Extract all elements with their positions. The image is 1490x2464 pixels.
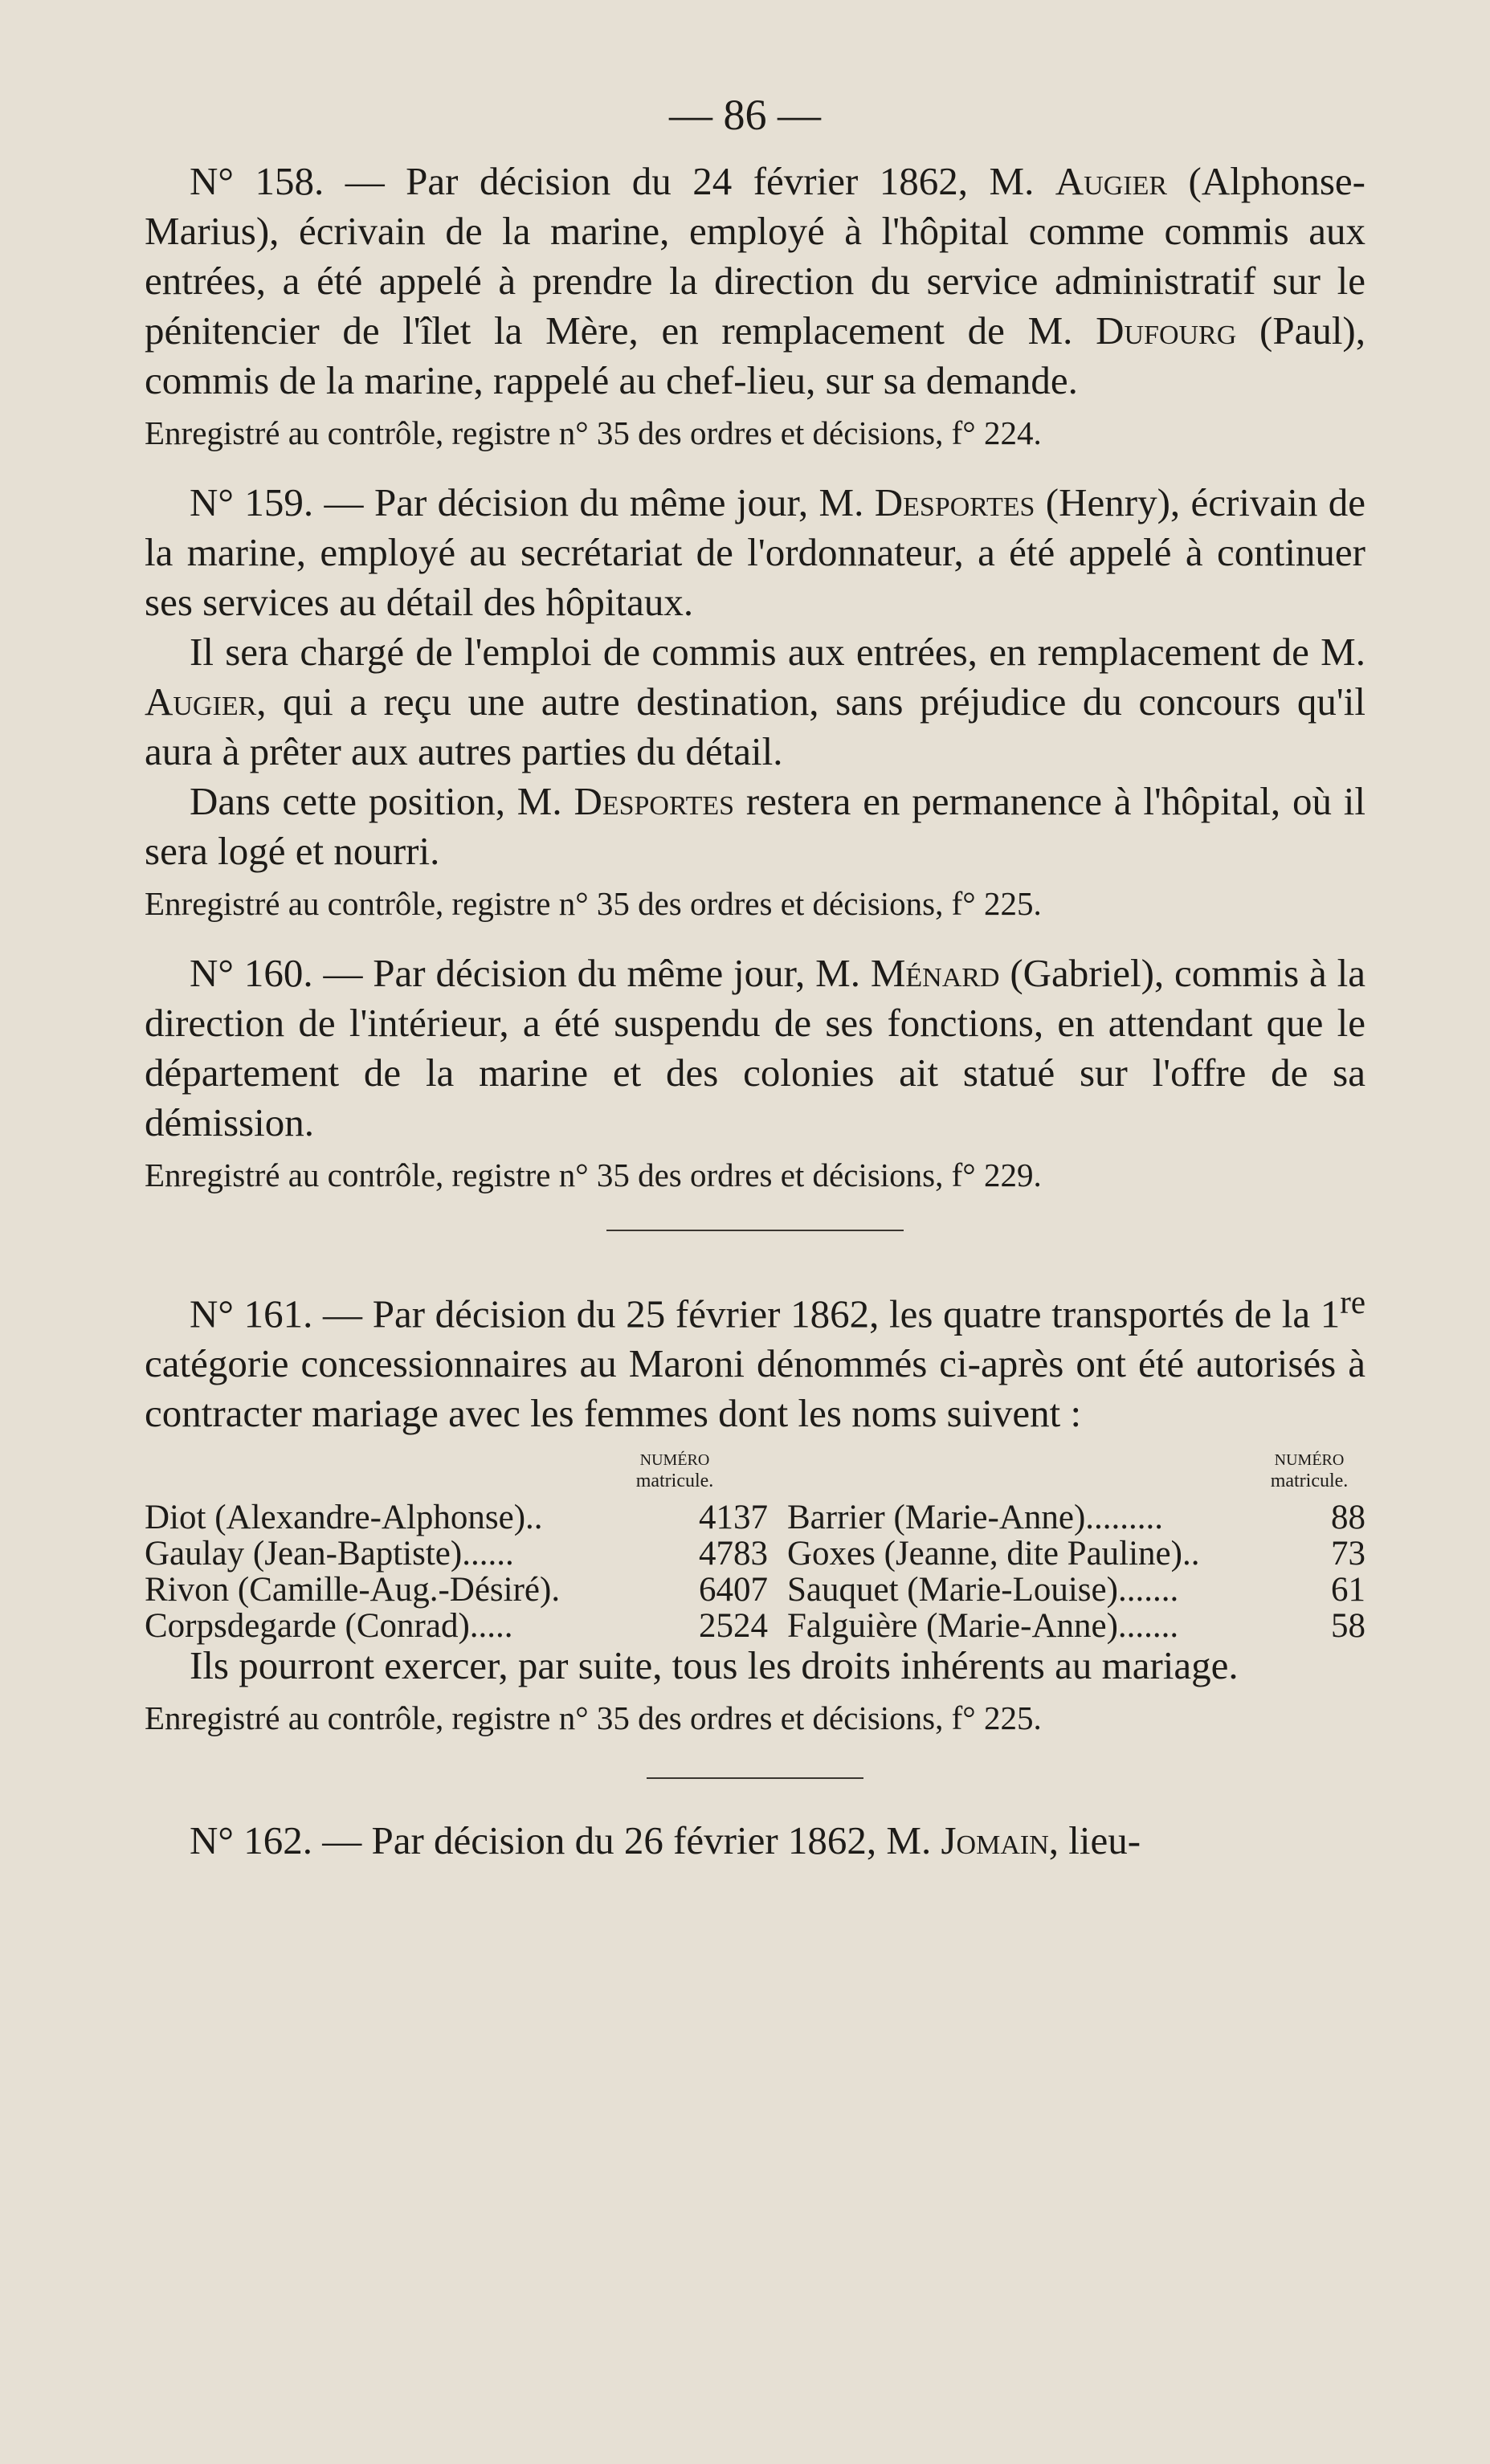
registration-note: Enregistré au contrôle, registre n° 35 des ordres et décisions, f° 225. [145, 885, 1042, 922]
man-number: 6407 [699, 1571, 768, 1609]
page-number: — 86 — [669, 91, 821, 139]
entry-159-paragraph-3: Dans cette position, M. Desportes restera en permanence à l'hôpital, où il sera logé et nourri. [145, 779, 1366, 873]
entry-number: N° 158. [190, 159, 325, 203]
table-row [145, 1606, 1365, 1648]
entry-158: N° 158. — Par décision du 24 février 1862, M. Augier (Alphonse-Marius), écrivain de la marine, employé à l'hôpital comme commis aux entrées, a été appelé à prendre la direction du service administratif sur le pénitencier de l'îlet la Mère, en remplacement de M. Dufourg (Paul), commis de la marine, rappelé au chef-lieu, sur sa demande. [145, 159, 1365, 402]
man-name: Rivon (Camille-Aug.-Désiré). [145, 1571, 561, 1609]
section-divider [647, 1777, 863, 1779]
person-name: Ménard [870, 951, 1000, 995]
woman-number: 73 [1331, 1535, 1365, 1573]
man-name: Diot (Alexandre-Alphonse).. [145, 1499, 543, 1537]
man-name: Gaulay (Jean-Baptiste)...... [145, 1535, 514, 1573]
entry-number: N° 162. [190, 1818, 312, 1863]
man-number: 4137 [699, 1499, 768, 1537]
entry-number: N° 161. [190, 1291, 313, 1336]
entry-159-paragraph-2: Il sera chargé de l'emploi de commis aux entrées, en remplacement de M. Augier, qui a reçu une autre destination, sans préjudice du concours qu'il aura à prêter aux autres parties du détail. [145, 630, 1365, 773]
entry-161-closing: Ils pourront exercer, par suite, tous les droits inhérents au mariage. [190, 1643, 1239, 1688]
entry-160: N° 160. — Par décision du même jour, M. Ménard (Gabriel), commis à la direction de l'intérieur, a été suspendu de ses fonctions, en attendant que le département de la marine et des colonies ait statué sur l'offre de sa démission. [145, 951, 1366, 1144]
person-name: Jomain [941, 1818, 1049, 1863]
woman-number: 58 [1331, 1607, 1365, 1646]
entry-162: N° 162. — Par décision du 26 février 1862, M. Jomain, lieu- [190, 1818, 1141, 1863]
entry-159: N° 159. — Par décision du même jour, M. Desportes (Henry), écrivain de la marine, employé au secrétariat de l'ordonnateur, a été appelé à continuer ses services au détail des hôpitaux. [145, 480, 1365, 624]
person-name: Augier [1055, 159, 1168, 203]
woman-number: 61 [1331, 1571, 1365, 1609]
registration-note: Enregistré au contrôle, registre n° 35 des ordres et décisions, f° 225. [145, 1699, 1042, 1737]
column-header-men: NUMÉRO matricule. [635, 1451, 714, 1492]
man-number: 2524 [699, 1607, 768, 1646]
man-number: 4783 [699, 1535, 768, 1573]
section-divider [606, 1230, 904, 1231]
entry-number: N° 159. [190, 480, 314, 524]
person-name: Augier [145, 679, 257, 724]
person-name: Desportes [574, 779, 735, 823]
person-name: Desportes [874, 480, 1035, 524]
page-content [145, 157, 1365, 1866]
woman-name: Falguière (Marie-Anne)....... [787, 1607, 1179, 1646]
registration-note: Enregistré au contrôle, registre n° 35 des ordres et décisions, f° 224. [145, 414, 1042, 451]
woman-name: Sauquet (Marie-Louise)....... [787, 1571, 1179, 1609]
woman-number: 88 [1331, 1499, 1365, 1537]
entry-number: N° 160. [190, 951, 313, 995]
marriage-table [145, 1450, 1365, 1646]
woman-name: Goxes (Jeanne, dite Pauline).. [787, 1535, 1200, 1573]
man-name: Corpsdegarde (Conrad)..... [145, 1607, 513, 1646]
person-name: Dufourg [1096, 308, 1237, 353]
registration-note: Enregistré au contrôle, registre n° 35 des ordres et décisions, f° 229. [145, 1157, 1042, 1193]
column-header-women: NUMÉRO matricule. [1270, 1451, 1349, 1492]
entry-161: N° 161. — Par décision du 25 février 1862, les quatre transportés de la 1re catégorie concessionnaires au Maroni dénommés ci-après ont été autorisés à contracter mariage avec les femmes dont les noms suivent : [145, 1284, 1365, 1436]
woman-name: Barrier (Marie-Anne)......... [787, 1499, 1164, 1537]
